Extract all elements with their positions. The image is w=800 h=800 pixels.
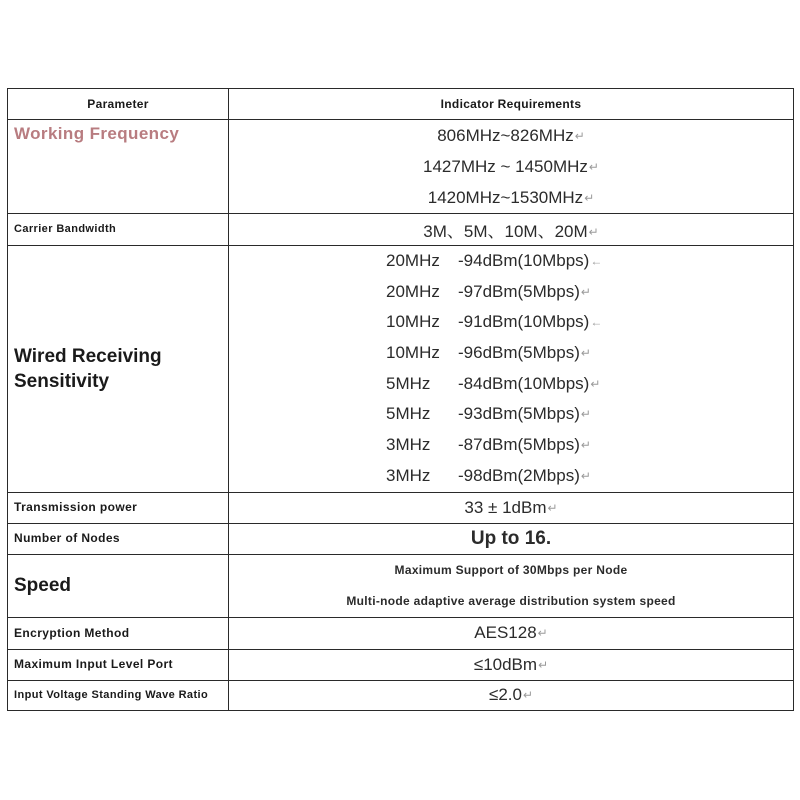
- max-input-level-label: Maximum Input Level Port: [8, 649, 229, 680]
- paragraph-mark-icon: ←: [590, 315, 603, 330]
- working-frequency-values: [229, 120, 794, 214]
- specification-table: [7, 88, 794, 711]
- sensitivity-entry: 20MHz -94dBm(10Mbps)←: [386, 251, 603, 270]
- transmission-power-label: Transmission power: [8, 492, 229, 523]
- paragraph-mark-icon: ↵: [580, 438, 591, 453]
- table-row: [8, 680, 794, 710]
- sensitivity-entry: 5MHz -93dBm(5Mbps)↵: [386, 404, 591, 424]
- encryption-label: Encryption Method: [8, 617, 229, 649]
- table-row: [8, 246, 794, 493]
- paragraph-mark-icon: ↵: [522, 688, 534, 702]
- paragraph-mark-icon: ←: [590, 254, 603, 268]
- encryption-value: AES128↵: [229, 617, 794, 649]
- vswr-label: Input Voltage Standing Wave Ratio: [8, 680, 229, 710]
- paragraph-mark-icon: ↵: [537, 626, 548, 640]
- sensitivity-values: [229, 246, 794, 493]
- table-row: [8, 649, 794, 680]
- sensitivity-entry: 3MHz -98dBm(2Mbps)↵: [386, 465, 591, 485]
- speed-line: Maximum Support of 30Mbps per Node: [394, 562, 628, 577]
- table-row: [8, 120, 794, 214]
- paragraph-mark-icon: ↵: [588, 225, 599, 239]
- paragraph-mark-icon: ↵: [584, 191, 595, 205]
- number-of-nodes-label: Number of Nodes: [8, 523, 229, 554]
- sensitivity-entry: 10MHz -91dBm(10Mbps)←: [386, 312, 603, 332]
- paragraph-mark-icon: ↵: [590, 376, 601, 391]
- number-of-nodes-value: Up to 16.: [229, 523, 794, 554]
- table-row: [8, 523, 794, 554]
- vswr-value: ≤2.0↵: [229, 680, 794, 710]
- paragraph-mark-icon: ↵: [538, 657, 549, 672]
- frequency-band: 806MHz~826MHz↵: [437, 126, 585, 145]
- header-parameter: Parameter: [8, 89, 229, 120]
- frequency-band: 1427MHz ~ 1450MHz↵: [423, 157, 599, 176]
- table-row: [8, 492, 794, 523]
- paragraph-mark-icon: ↵: [588, 160, 599, 174]
- speed-label: Speed: [8, 554, 229, 617]
- sensitivity-entry: 5MHz -84dBm(10Mbps)↵: [386, 373, 601, 393]
- max-input-level-value: ≤10dBm↵: [229, 649, 794, 680]
- paragraph-mark-icon: ↵: [580, 468, 591, 483]
- paragraph-mark-icon: ↵: [574, 129, 585, 143]
- paragraph-mark-icon: ↵: [580, 407, 591, 422]
- paragraph-mark-icon: ↵: [580, 346, 591, 361]
- paragraph-mark-icon: ↵: [580, 284, 591, 299]
- table-header-row: [8, 89, 794, 120]
- sensitivity-entry: 10MHz -96dBm(5Mbps)↵: [386, 343, 591, 363]
- table-row: [8, 214, 794, 246]
- carrier-bandwidth-label: Carrier Bandwidth: [8, 214, 229, 246]
- transmission-power-value: 33 ± 1dBm↵: [229, 492, 794, 523]
- header-requirements: Indicator Requirements: [229, 89, 794, 120]
- sensitivity-label: Wired Receiving Sensitivity: [8, 246, 229, 493]
- sensitivity-entry: 3MHz -87dBm(5Mbps)↵: [386, 435, 591, 455]
- spec-sheet: [7, 88, 793, 715]
- table-row: [8, 617, 794, 649]
- table-row: [8, 554, 794, 617]
- speed-values: [229, 554, 794, 617]
- paragraph-mark-icon: ↵: [547, 500, 558, 515]
- carrier-bandwidth-value: 3M、5M、10M、20M↵: [229, 214, 794, 246]
- speed-line: Multi-node adaptive average distribution system speed: [346, 593, 676, 608]
- frequency-band: 1420MHz~1530MHz↵: [427, 188, 595, 207]
- sensitivity-entry: 20MHz -97dBm(5Mbps)↵: [386, 281, 591, 301]
- working-frequency-label: Working Frequency: [8, 120, 229, 214]
